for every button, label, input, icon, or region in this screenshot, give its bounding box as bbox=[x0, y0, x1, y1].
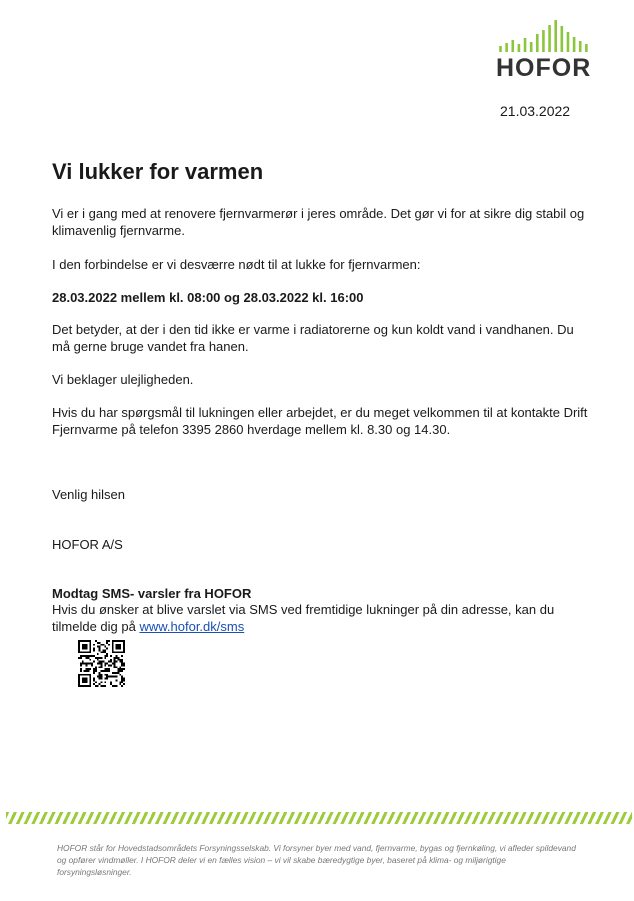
logo-bar bbox=[511, 40, 514, 52]
intro-paragraph: Vi er i gang med at renovere fjernvarmerør i jeres område. Det gør vi for at sikre dig stabil og klimavenlig fjernvarme. bbox=[52, 206, 585, 238]
logo-text: HOFOR bbox=[496, 54, 592, 82]
logo-bar bbox=[524, 38, 527, 52]
logo-bar bbox=[585, 44, 588, 52]
logo-bar bbox=[567, 32, 570, 52]
questions-paragraph: Hvis du har spørgsmål til lukningen eller arbejdet, er du meget velkommen til at kontakte Drift Fjernvarme på telefon 3395 2860 hverdage mellem kl. 8.30 og 14.30. bbox=[52, 405, 588, 437]
qr-code-icon[interactable] bbox=[78, 640, 125, 687]
hofor-logo bbox=[496, 18, 592, 80]
logo-bar bbox=[542, 30, 545, 52]
logo-bar bbox=[505, 43, 508, 52]
apology-paragraph: Vi beklager ulejligheden. bbox=[52, 372, 194, 387]
closure-period: 28.03.2022 mellem kl. 08:00 og 28.03.2022 kl. 16:00 bbox=[52, 290, 364, 305]
logo-bar bbox=[548, 25, 551, 52]
sender-name: HOFOR A/S bbox=[52, 537, 123, 552]
connection-paragraph: I den forbindelse er vi desværre nødt til at lukke for fjernvarmen: bbox=[52, 257, 421, 272]
logo-bar bbox=[536, 34, 539, 52]
sms-text: Hvis du ønsker at blive varslet via SMS ved fremtidige lukninger på din adresse, kan du tilmelde dig på bbox=[52, 602, 555, 634]
logo-bar bbox=[518, 44, 521, 52]
page-title: Vi lukker for varmen bbox=[52, 159, 264, 184]
sms-signup-link[interactable]: www.hofor.dk/sms bbox=[139, 619, 245, 634]
footer-text: HOFOR står for Hovedstadsområdets Forsyningsselskab. Vi forsyner byer med vand, fjernvarme, bygas og fjernkøling, vi afleder spildevand og opfører vindmøller. I HOFOR deler vi en fælles vision – vi vil skabe bæredygtige byer, baseret på klima- og miljørigtige forsyningsløsninger. bbox=[57, 843, 576, 877]
logo-bar bbox=[499, 46, 502, 52]
logo-bar bbox=[573, 37, 576, 52]
closing-greeting: Venlig hilsen bbox=[52, 487, 125, 502]
sms-paragraph bbox=[52, 601, 592, 635]
logo-bars-graphic bbox=[498, 18, 590, 52]
sms-heading: Modtag SMS- varsler fra HOFOR bbox=[52, 586, 252, 601]
meaning-paragraph: Det betyder, at der i den tid ikke er varme i radiatorerne og kun koldt vand i vandhanen. Du må gerne bruge vandet fra hanen. bbox=[52, 322, 574, 354]
logo-bar bbox=[530, 42, 533, 52]
letter-date: 21.03.2022 bbox=[500, 103, 571, 119]
logo-bar bbox=[554, 20, 557, 52]
decorative-stripe bbox=[6, 812, 632, 824]
logo-bar bbox=[561, 26, 564, 52]
logo-bar bbox=[579, 41, 582, 52]
